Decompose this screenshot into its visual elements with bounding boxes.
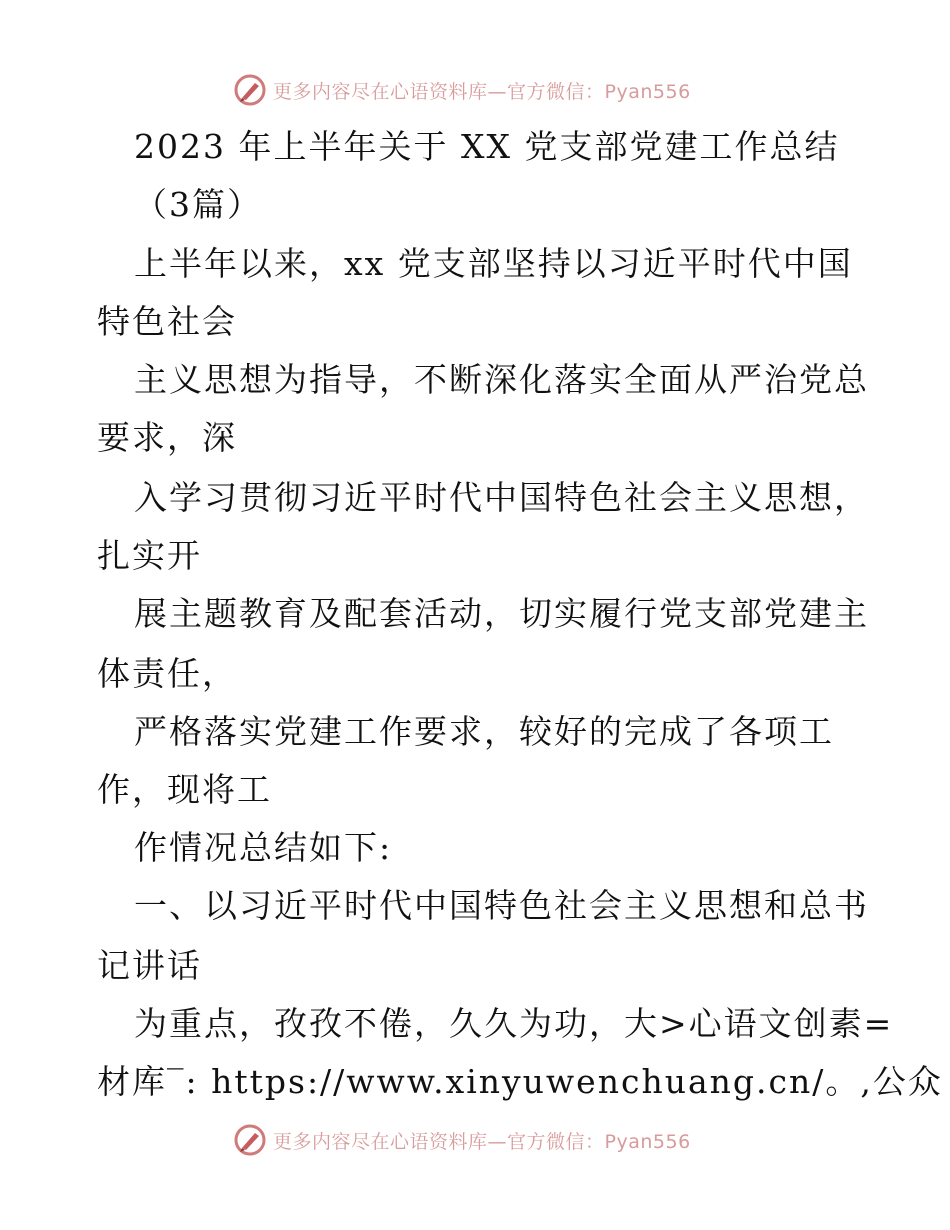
paragraph-line: 特色社会: [97, 302, 237, 341]
paragraph-line: 入学习贯彻习近平时代中国特色社会主义思想，: [134, 478, 869, 517]
paragraph-line: 扎实开: [97, 536, 202, 575]
document-subtitle: （3篇）: [134, 185, 262, 224]
footer-watermark: [233, 1122, 691, 1158]
pen-logo-icon: [233, 1123, 267, 1157]
document-title: 2023 年上半年关于 XX 党支部党建工作总结: [134, 127, 840, 166]
section-heading-continued: 记讲话: [97, 946, 202, 985]
paragraph-line: 上半年以来，xx 党支部坚持以习近平时代中国: [134, 244, 853, 283]
paragraph-line: 材库‾: https://www.xinyuwenchuang.cn/。,公众: [97, 1062, 943, 1101]
paragraph-line: 要求，深: [97, 418, 237, 457]
paragraph-line: 体责任，: [97, 654, 237, 693]
section-heading: 一、以习近平时代中国特色社会主义思想和总书: [134, 886, 869, 925]
watermark-text: 更多内容尽在心语资料库—官方微信：Pyan556: [273, 80, 691, 103]
watermark-text: 更多内容尽在心语资料库—官方微信：Pyan556: [273, 1130, 691, 1153]
paragraph-line: 主义思想为指导，不断深化落实全面从严治党总: [134, 360, 869, 399]
paragraph-line: 展主题教育及配套活动，切实履行党支部党建主: [134, 594, 869, 633]
paragraph-line: 作，现将工: [97, 770, 272, 809]
paragraph-line: 为重点，孜孜不倦，久久为功，大>心语文创素=: [134, 1004, 894, 1043]
header-watermark: [233, 72, 691, 108]
paragraph-line: 严格落实党建工作要求，较好的完成了各项工: [134, 712, 834, 751]
paragraph-line: 作情况总结如下:: [134, 828, 393, 867]
pen-logo-icon: [233, 73, 267, 107]
